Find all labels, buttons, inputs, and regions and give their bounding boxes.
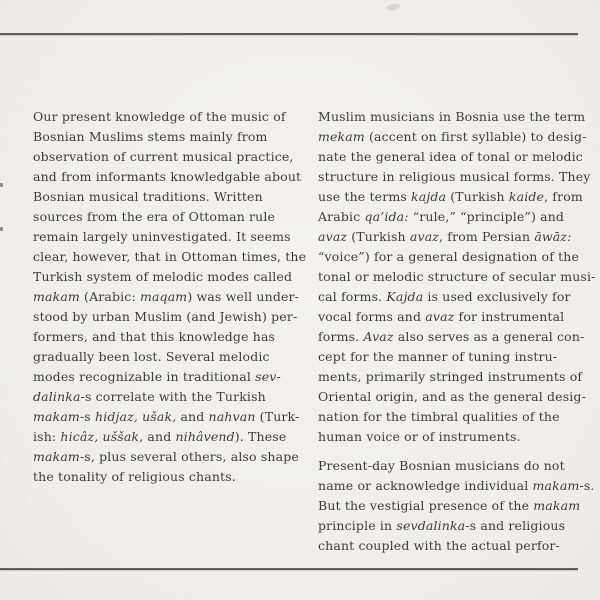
- text-line: [33, 447, 301, 467]
- text-run: human voice or of instruments.: [318, 429, 521, 444]
- text-run: Bosnian musical traditions. Written: [33, 189, 263, 204]
- text-run: nate the general idea of tonal or melodic: [318, 149, 583, 164]
- text-line: [33, 347, 301, 367]
- italic-text-run: maqam: [139, 289, 188, 304]
- text-run: (Turkish: [446, 189, 509, 204]
- text-run: ish:: [33, 429, 61, 444]
- italic-text-run: makam: [33, 409, 80, 424]
- italic-text-run: makam: [533, 498, 581, 513]
- text-run: modes recognizable in traditional: [33, 369, 256, 384]
- scan-speck: [0, 227, 3, 231]
- scan-smudge: [386, 3, 401, 11]
- italic-text-run: avaz: [318, 229, 348, 244]
- text-run: and: [143, 429, 176, 444]
- text-run: “voice”) for a general designation of the: [318, 249, 580, 264]
- italic-text-run: kajda: [411, 189, 447, 204]
- italic-text-run: kaide: [508, 189, 545, 204]
- text-line: [33, 387, 301, 407]
- text-line: [33, 327, 301, 347]
- text-line: [318, 407, 586, 427]
- text-run: sources from the era of Ottoman rule: [33, 209, 276, 224]
- text-line: [318, 536, 586, 556]
- italic-text-run: hicâz, uššak,: [60, 429, 144, 444]
- text-line: [33, 187, 301, 207]
- italic-text-run: makam: [532, 478, 580, 493]
- text-line: [33, 267, 301, 287]
- text-run: Oriental origin, and as the general desig-: [318, 389, 586, 404]
- text-line: [318, 167, 591, 187]
- text-line: [318, 227, 586, 247]
- italic-text-run: Kajda: [386, 289, 424, 304]
- italic-text-run: sevdalinka: [396, 518, 466, 533]
- text-run: -s, plus several others, also shape: [79, 449, 299, 464]
- text-line: [318, 347, 586, 367]
- text-line: [318, 247, 586, 267]
- text-run: Present-day Bosnian musicians do not: [318, 458, 565, 473]
- text-line: [33, 407, 301, 427]
- text-line: [33, 107, 301, 127]
- italic-text-run: nahvan: [208, 409, 256, 424]
- text-run: (Turkish: [347, 229, 410, 244]
- text-run: also serves as a general con-: [393, 329, 585, 344]
- text-line: [318, 427, 586, 447]
- text-run: Turkish system of melodic modes called: [33, 269, 293, 284]
- text-run: gradually been lost. Several melodic: [33, 349, 270, 364]
- text-run: clear, however, that in Ottoman times, the: [33, 249, 307, 264]
- left-text-column: [33, 107, 307, 496]
- text-line: [318, 287, 586, 307]
- text-line: [33, 227, 301, 247]
- text-run: But the vestigial presence of the: [318, 498, 534, 513]
- italic-text-run: āwāz:: [534, 229, 572, 244]
- text-run: “rule,” “principle”) and: [408, 209, 565, 224]
- text-line: [33, 287, 301, 307]
- text-run: , from: [544, 189, 583, 204]
- text-run: and: [176, 409, 209, 424]
- text-line: [33, 127, 301, 147]
- italic-text-run: nihâvend: [175, 429, 235, 444]
- text-run: use the terms: [318, 189, 412, 204]
- text-run: remain largely uninvestigated. It seems: [33, 229, 291, 244]
- text-line: [318, 187, 586, 207]
- text-run: principle in: [318, 518, 397, 533]
- text-line: [318, 307, 586, 327]
- text-run: chant coupled with the actual perfor-: [318, 538, 560, 553]
- text-line: [318, 147, 586, 167]
- scan-speck: [0, 183, 3, 187]
- text-run: is used exclusively for: [423, 289, 571, 304]
- text-run: cal forms.: [318, 289, 387, 304]
- text-run: tonal or melodic structure of secular musi-: [318, 269, 596, 284]
- text-run: Arabic: [318, 209, 365, 224]
- right-text-column: [318, 107, 596, 565]
- text-line: [318, 107, 586, 127]
- text-run: ments, primarily stringed instruments of: [318, 369, 583, 384]
- text-run: structure in religious musical forms. They: [318, 169, 591, 184]
- text-line: [318, 476, 595, 496]
- text-line: [318, 516, 586, 536]
- text-run: the tonality of religious chants.: [33, 469, 236, 484]
- text-run: and from informants knowledgable about: [33, 169, 302, 184]
- text-run: -s.: [579, 478, 595, 493]
- text-run: -s and religious: [465, 518, 566, 533]
- text-run: for instrumental: [454, 309, 565, 324]
- italic-text-run: qa’ida:: [364, 209, 409, 224]
- text-run: Muslim musicians in Bosnia use the term: [318, 109, 586, 124]
- text-line: [33, 427, 301, 447]
- paragraph: [318, 107, 596, 447]
- paragraph: [33, 107, 307, 487]
- italic-text-run: hidjaz, ušak,: [95, 409, 177, 424]
- italic-text-run: makam: [33, 449, 80, 464]
- text-run: nation for the timbral qualities of the: [318, 409, 560, 424]
- italic-text-run: sev-: [255, 369, 281, 384]
- text-line: [318, 496, 586, 516]
- text-line: [318, 127, 586, 147]
- text-run: cept for the manner of tuning instru-: [318, 349, 558, 364]
- text-line: [318, 267, 596, 287]
- text-line: [33, 167, 301, 187]
- text-run: formers, and that this knowledge has: [33, 329, 276, 344]
- bottom-horizontal-rule: [0, 568, 578, 570]
- text-run: -s correlate with the Turkish: [80, 389, 266, 404]
- italic-text-run: avaz: [409, 229, 440, 244]
- text-line: [33, 247, 307, 267]
- text-run: (accent on first syllable) to desig-: [364, 129, 587, 144]
- text-run: Bosnian Muslims stems mainly from: [33, 129, 268, 144]
- text-line: [318, 387, 586, 407]
- paragraph: [318, 456, 595, 556]
- text-run: , from Persian: [439, 229, 535, 244]
- italic-text-run: makam: [33, 289, 80, 304]
- text-line: [318, 367, 586, 387]
- text-run: (Arabic:: [79, 289, 140, 304]
- italic-text-run: dalinka: [33, 389, 81, 404]
- italic-text-run: Avaz: [363, 329, 394, 344]
- text-line: [33, 147, 301, 167]
- text-run: Our present knowledge of the music of: [33, 109, 286, 124]
- text-line: [318, 456, 586, 476]
- text-line: [33, 467, 301, 487]
- text-run: observation of current musical practice,: [33, 149, 294, 164]
- top-horizontal-rule: [0, 33, 578, 35]
- text-run: ). These: [234, 429, 287, 444]
- text-run: (Turk-: [255, 409, 300, 424]
- text-run: -s: [79, 409, 95, 424]
- text-run: vocal forms and: [318, 309, 426, 324]
- text-run: name or acknowledge individual: [318, 478, 533, 493]
- text-line: [318, 327, 586, 347]
- text-run: stood by urban Muslim (and Jewish) per-: [33, 309, 298, 324]
- text-line: [318, 207, 586, 227]
- text-run: ) was well under-: [187, 289, 300, 304]
- italic-text-run: mekam: [318, 129, 365, 144]
- text-line: [33, 307, 301, 327]
- italic-text-run: avaz: [425, 309, 455, 324]
- text-run: forms.: [318, 329, 364, 344]
- text-line: [33, 367, 301, 387]
- text-line: [33, 207, 301, 227]
